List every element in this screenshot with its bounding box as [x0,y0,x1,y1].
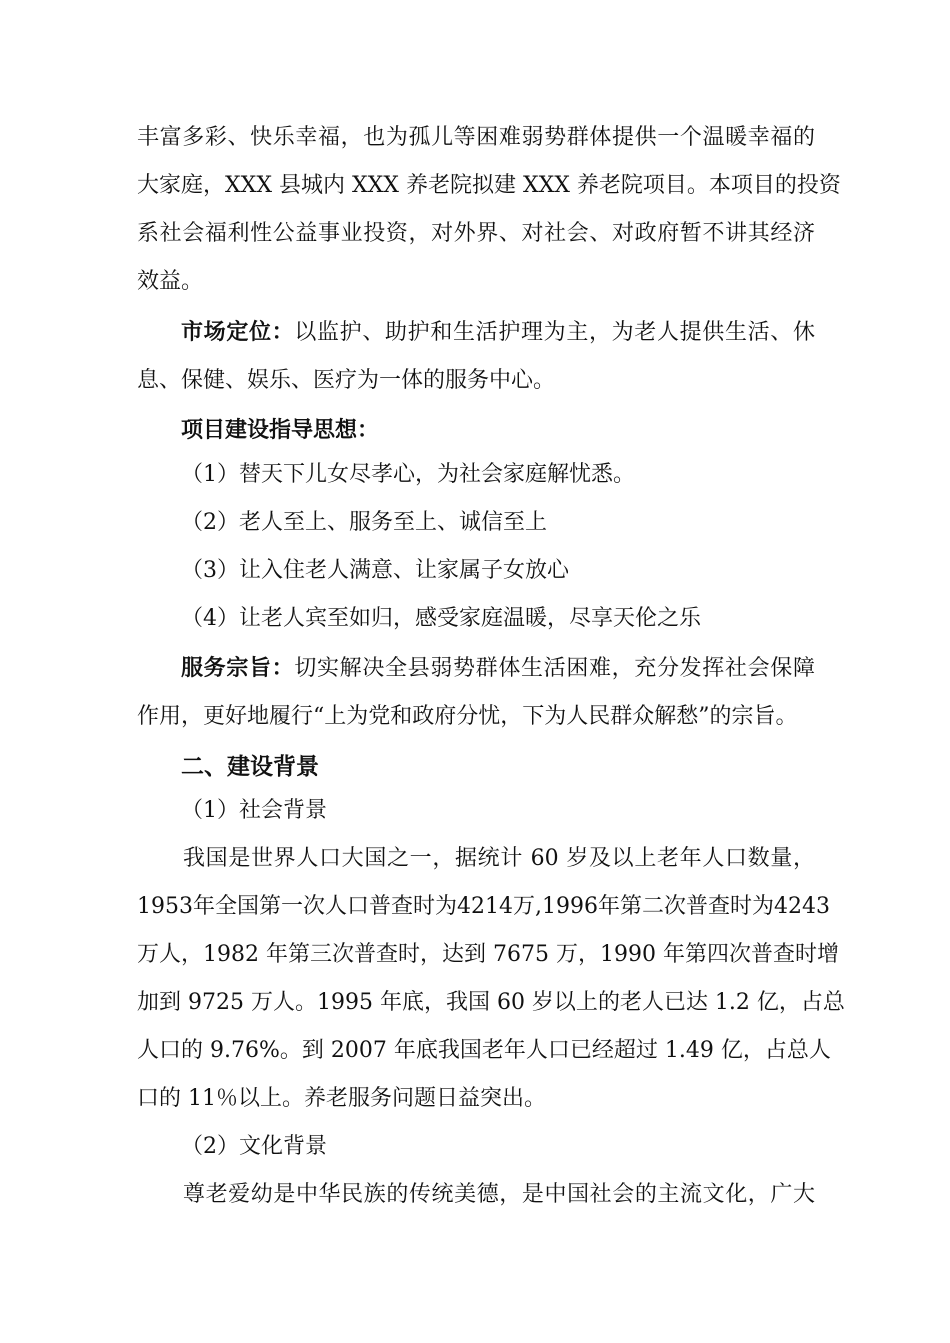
social-line-5: 人口的 9.76%。到 2007 年底我国老年人口已经超过 1.49 亿，占总人 [137,1038,831,1063]
social-line-2: 1953年全国第一次人口普查时为4214万,1996年第二次普查时为4243 [137,894,830,919]
service-text: 切实解决全县弱势群体生活困难，充分发挥社会保障 [294,656,815,681]
guiding-heading: 项目建设指导思想： [181,418,380,443]
social-line-6: 口的 11％以上。养老服务问题日益突出。 [137,1086,546,1111]
guiding-item: （4）让老人宾至如归，感受家庭温暖，尽享天伦之乐 [181,606,701,631]
social-background-subheading: （1）社会背景 [181,798,327,823]
intro-line-3: 系社会福利性公益事业投资，对外界、对社会、对政府暂不讲其经济 [137,221,815,246]
guiding-item: （2）老人至上、服务至上、诚信至上 [181,510,547,535]
section-heading: 二、建设背景 [181,754,319,780]
service-purpose [181,655,815,683]
market-label: 市场定位： [181,320,295,345]
service-continuation: 作用，更好地履行“上为党和政府分忧，下为人民群众解愁”的宗旨。 [137,704,798,729]
market-text: 以监护、助护和生活护理为主，为老人提供生活、休 [294,320,815,345]
market-continuation: 息、保健、娱乐、医疗为一体的服务中心。 [137,368,556,393]
market-positioning [181,319,815,347]
social-line-3: 万人，1982 年第三次普查时，达到 7675 万，1990 年第四次普查时增 [137,942,839,967]
guiding-item: （3）让入住老人满意、让家属子女放心 [181,558,569,583]
intro-line-2: 大家庭，XXX 县城内 XXX 养老院拟建 XXX 养老院项目。本项目的投资 [137,173,841,198]
intro-line-1: 丰富多彩、快乐幸福，也为孤儿等困难弱势群体提供一个温暖幸福的 [137,125,815,150]
social-line-1: 我国是世界人口大国之一，据统计 60 岁及以上老年人口数量， [183,846,815,871]
guiding-item: （1）替天下儿女尽孝心，为社会家庭解忧悉。 [181,462,635,487]
culture-line-1: 尊老爱幼是中华民族的传统美德，是中国社会的主流文化，广大 [183,1182,815,1207]
social-line-4: 加到 9725 万人。1995 年底，我国 60 岁以上的老人已达 1.2 亿，占总 [137,990,845,1015]
intro-line-4: 效益。 [137,269,204,294]
service-label: 服务宗旨： [181,656,295,681]
culture-background-subheading: （2）文化背景 [181,1134,327,1159]
